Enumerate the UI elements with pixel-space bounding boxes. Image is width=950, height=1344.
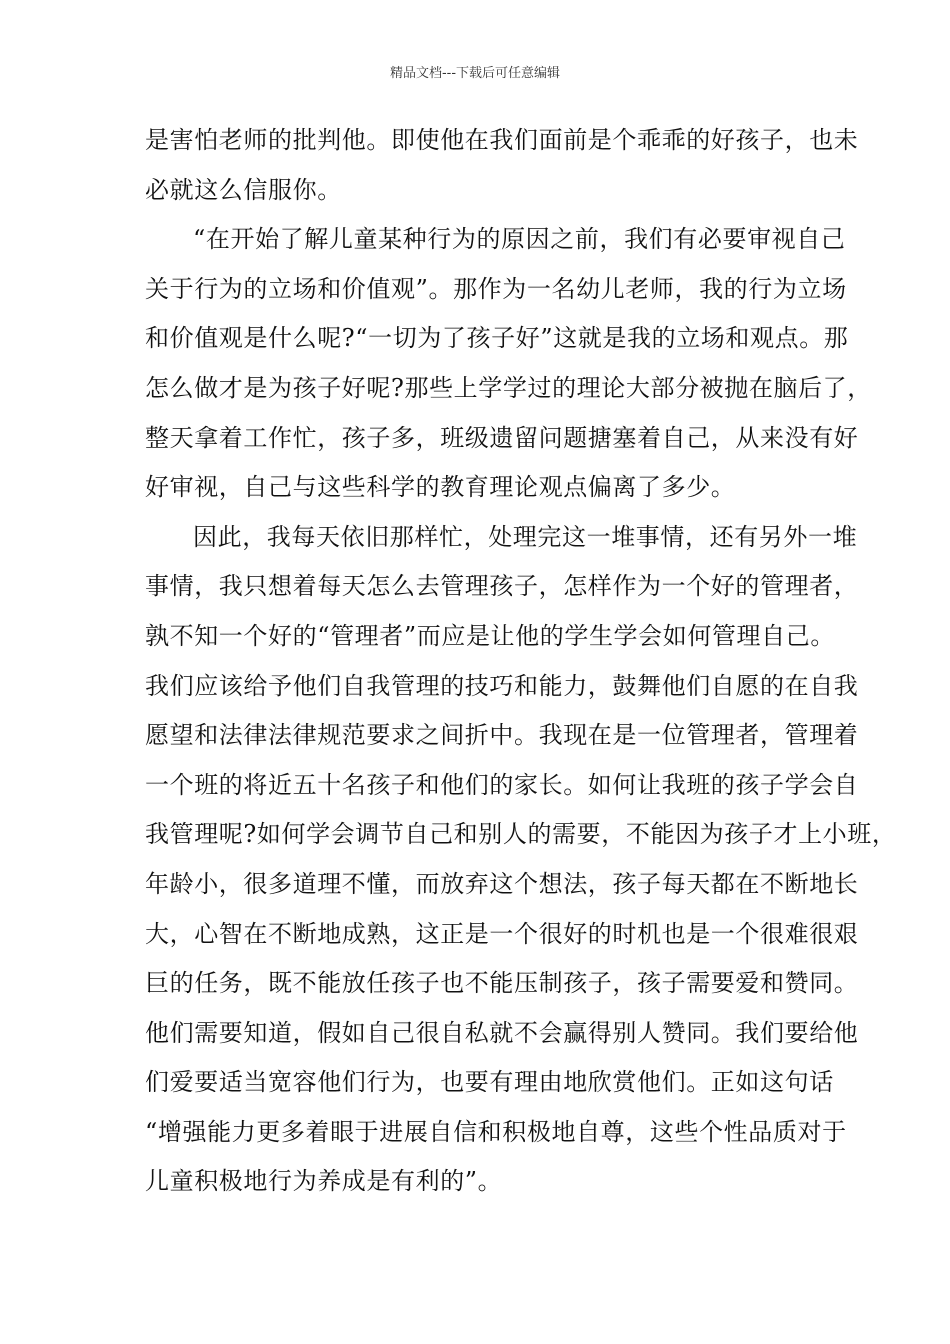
document-body	[145, 126, 897, 1219]
text-line: 怎么做才是为孩子好呢?那些上学学过的理论大部分被抛在脑后了，	[145, 373, 872, 402]
text-line: 必就这么信服你。	[145, 175, 342, 204]
text-line: 我管理呢?如何学会调节自己和别人的需要，不能因为孩子才上小班，	[145, 820, 897, 849]
text-line: 们爱要适当宽容他们行为，也要有理由地欣赏他们。正如这句话	[145, 1068, 834, 1097]
text-line: 大，心智在不断地成熟，这正是一个很好的时机也是一个很难很艰	[145, 919, 859, 948]
text-line: 好审视，自己与这些科学的教育理论观点偏离了多少。	[145, 473, 736, 502]
text-line: 他们需要知道，假如自己很自私就不会赢得别人赞同。我们要给他	[145, 1018, 859, 1047]
text-line: 是害怕老师的批判他。即使他在我们面前是个乖乖的好孩子，也未	[145, 126, 859, 154]
text-line: 和价值观是什么呢?“一切为了孩子好”这就是我的立场和观点。那	[145, 324, 849, 353]
paragraph-3	[145, 522, 897, 1196]
text-line: 愿望和法律法律规范要求之间折中。我现在是一位管理者，管理着	[145, 721, 859, 750]
text-line: 儿童积极地行为养成是有利的”。	[145, 1167, 503, 1196]
text-line: 事情，我只想着每天怎么去管理孩子，怎样作为一个好的管理者，	[145, 572, 859, 601]
text-line: 关于行为的立场和价值观”。那作为一名幼儿老师，我的行为立场	[145, 274, 847, 303]
paragraph-1	[145, 126, 859, 204]
text-line: 我们应该给予他们自我管理的技巧和能力，鼓舞他们自愿的在自我	[145, 671, 859, 700]
text-line: 孰不知一个好的“管理者”而应是让他的学生学会如何管理自己。	[145, 621, 835, 650]
text-line: “在开始了解儿童某种行为的原因之前，我们有必要审视自己	[193, 225, 846, 254]
text-line: 巨的任务，既不能放任孩子也不能压制孩子，孩子需要爱和赞同。	[145, 969, 859, 998]
paragraph-2	[145, 225, 872, 502]
text-line: 整天拿着工作忙，孩子多，班级遗留问题搪塞着自己，从来没有好	[145, 423, 859, 452]
page-header: 精品文档---下载后可任意编辑	[389, 66, 561, 81]
text-line: 一个班的将近五十名孩子和他们的家长。如何让我班的孩子学会自	[145, 770, 859, 799]
text-line: 因此，我每天依旧那样忙，处理完这一堆事情，还有另外一堆	[193, 522, 858, 551]
text-line: 年龄小，很多道理不懂，而放弃这个想法，孩子每天都在不断地长	[145, 869, 859, 898]
text-line: “增强能力更多着眼于进展自信和积极地自尊，这些个性品质对于	[145, 1117, 847, 1146]
